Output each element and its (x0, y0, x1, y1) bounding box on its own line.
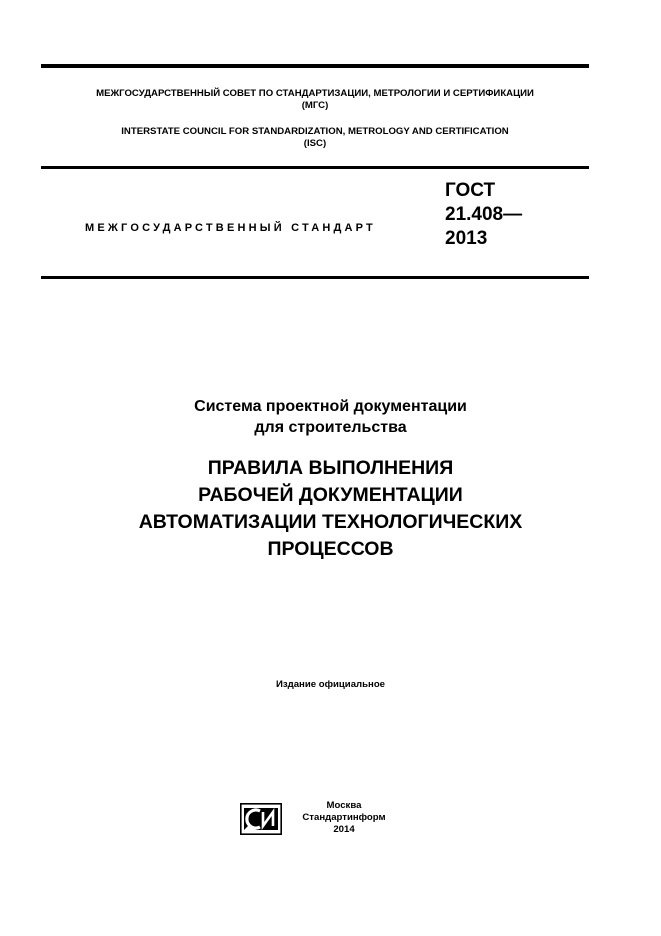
main-title-line2: РАБОЧЕЙ ДОКУМЕНТАЦИИ (198, 484, 463, 506)
publisher-city: Москва (326, 800, 362, 811)
standard-label: МЕЖГОСУДАРСТВЕННЫЙ СТАНДАРТ (85, 222, 376, 234)
council-ru-name: МЕЖГОСУДАРСТВЕННЫЙ СОВЕТ ПО СТАНДАРТИЗАЦИИ, МЕТРОЛОГИИ И СЕРТИФИКАЦИИ (96, 88, 534, 99)
main-title (0, 455, 661, 563)
gost-number: 21.408— (445, 204, 523, 225)
system-title (0, 396, 661, 438)
council-en-name: INTERSTATE COUNCIL FOR STANDARDIZATION, METROLOGY AND CERTIFICATION (121, 126, 509, 137)
top-rule (41, 64, 589, 68)
publisher-info (294, 800, 394, 836)
main-title-line4: ПРОЦЕССОВ (267, 538, 394, 560)
council-ru-abbr: (МГС) (301, 100, 329, 111)
council-en-abbr: (ISC) (303, 138, 327, 149)
council-ru (41, 88, 589, 112)
main-title-line3: АВТОМАТИЗАЦИИ ТЕХНОЛОГИЧЕСКИХ (138, 511, 523, 533)
publisher-year: 2014 (333, 824, 355, 835)
main-title-line1: ПРАВИЛА ВЫПОЛНЕНИЯ (207, 457, 454, 479)
gost-year: 2013 (445, 228, 488, 249)
gost-prefix: ГОСТ (445, 180, 496, 201)
publisher-name: Стандартинформ (302, 812, 386, 823)
gost-designation (445, 179, 522, 251)
system-title-line1: Система проектной документации (194, 398, 467, 415)
standartinform-logo-icon (240, 803, 282, 835)
standard-top-rule (41, 166, 589, 169)
council-en (41, 126, 589, 150)
standard-bottom-rule (41, 276, 589, 279)
edition-label: Издание официальное (275, 679, 386, 690)
system-title-line2: для строительства (254, 419, 407, 436)
